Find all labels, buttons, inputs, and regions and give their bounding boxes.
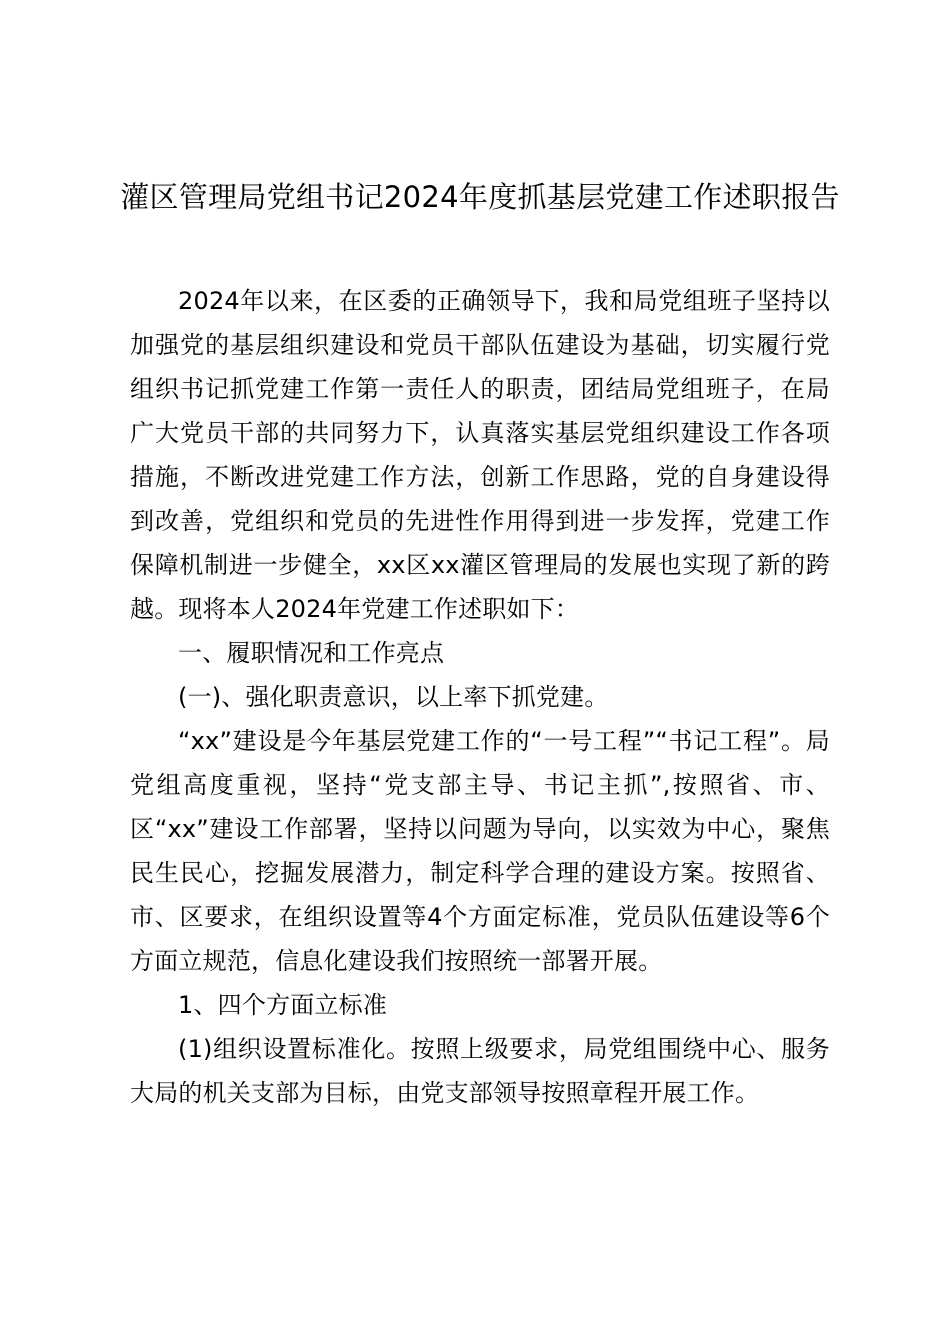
- item-paragraph: (1)组织设置标准化。按照上级要求，局党组围绕中心、服务大局的机关支部为目标，由党支部领导按照章程开展工作。: [130, 1035, 830, 1107]
- item-heading: 1、四个方面立标准: [178, 991, 388, 1019]
- intro-paragraph: 2024年以来，在区委的正确领导下，我和局党组班子坚持以加强党的基层组织建设和党员干部队伍建设为基础，切实履行党组织书记抓党建工作第一责任人的职责，团结局党组班子，在局广大党员干部的共同努力下，认真落实基层党组织建设工作各项措施，不断改进党建工作方法，创新工作思路，党的自身建设得到改善，党组织和党员的先进性作用得到进一步发挥，党建工作保障机制进一步健全，xx区xx灌区管理局的发展也实现了新的跨越。现将本人2024年党建工作述职如下：: [130, 287, 830, 623]
- document-body: [130, 279, 830, 1115]
- section-heading: 一、履职情况和工作亮点: [178, 639, 445, 667]
- subsection-heading: (一)、强化职责意识，以上率下抓党建。: [178, 683, 609, 711]
- document-title: 灌区管理局党组书记2024年度抓基层党建工作述职报告: [120, 180, 840, 214]
- body-paragraph: “xx”建设是今年基层党建工作的“一号工程”“书记工程”。局党组高度重视，坚持“党支部主导、书记主抓”,按照省、市、区“xx”建设工作部署，坚持以问题为导向，以实效为中心，聚焦民生民心，挖掘发展潜力，制定科学合理的建设方案。按照省、市、区要求，在组织设置等4个方面定标准，党员队伍建设等6个方面立规范，信息化建设我们按照统一部署开展。: [130, 727, 830, 975]
